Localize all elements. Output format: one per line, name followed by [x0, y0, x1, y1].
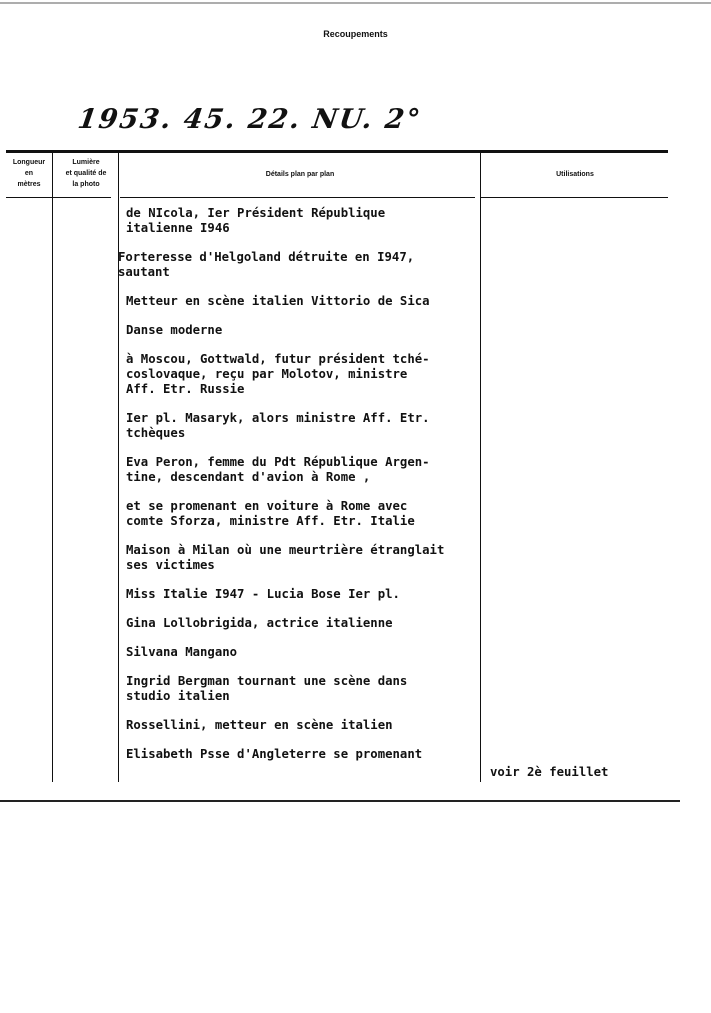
- col-header-uses: Utilisations: [556, 171, 594, 178]
- header-underline-left: [6, 197, 111, 198]
- usage-note: voir 2è feuillet: [490, 765, 609, 779]
- header-underline-right: [481, 197, 668, 198]
- table-top-rule: [6, 150, 668, 153]
- shot-entry: Silvana Mangano: [126, 645, 238, 659]
- shot-entry: Miss Italie I947 - Lucia Bose Ier pl.: [126, 587, 400, 601]
- col-header-light-line2: et qualité de: [65, 170, 107, 177]
- col-divider-2: [118, 150, 119, 782]
- shot-entry: Rossellini, metteur en scène italien: [126, 718, 393, 732]
- shot-entry: Ier pl. Masaryk, alors ministre Aff. Etr. tchèques: [126, 411, 430, 440]
- col-header-length-line1: Longueur: [12, 159, 46, 166]
- col-header-light: [54, 157, 118, 190]
- col-header-details: Détails plan par plan: [265, 171, 335, 178]
- scan-bottom-edge: [0, 800, 680, 802]
- shot-details-list: [118, 206, 486, 776]
- shot-entry: de NIcola, Ier Président République italienne I946: [126, 206, 386, 235]
- shot-entry: Maison à Milan où une meurtrière étranglait ses victimes: [126, 543, 445, 572]
- shot-entry: Metteur en scène italien Vittorio de Sica: [126, 294, 430, 308]
- page-title: Recoupements: [323, 29, 388, 39]
- col-header-light-line1: Lumière: [72, 159, 100, 166]
- col-header-length: [6, 157, 52, 190]
- shot-entry: Ingrid Bergman tournant une scène dans studio italien: [126, 674, 408, 703]
- shot-entry: Elisabeth Psse d'Angleterre se promenant: [126, 747, 423, 761]
- archive-reference: 1953. 45. 22. NU. 2°: [75, 104, 424, 135]
- shot-entry: Danse moderne: [126, 323, 223, 337]
- shot-entry: Forteresse d'Helgoland détruite en I947, sautant: [118, 250, 415, 279]
- col-header-length-line2: en: [24, 170, 34, 177]
- col-header-length-line3: mètres: [17, 181, 41, 188]
- shot-entry: Gina Lollobrigida, actrice italienne: [126, 616, 393, 630]
- col-header-light-line3: la photo: [72, 181, 100, 188]
- shot-entry: Eva Peron, femme du Pdt République Argen- tine, descendant d'avion à Rome ,: [126, 455, 430, 484]
- header-underline-middle: [120, 197, 475, 198]
- shot-entry: à Moscou, Gottwald, futur président tché- coslovaque, reçu par Molotov, ministre Aff. Etr. Russie: [126, 352, 430, 396]
- shot-entry: et se promenant en voiture à Rome avec comte Sforza, ministre Aff. Etr. Italie: [126, 499, 415, 528]
- col-divider-1: [52, 150, 53, 782]
- scan-top-edge: [0, 2, 711, 4]
